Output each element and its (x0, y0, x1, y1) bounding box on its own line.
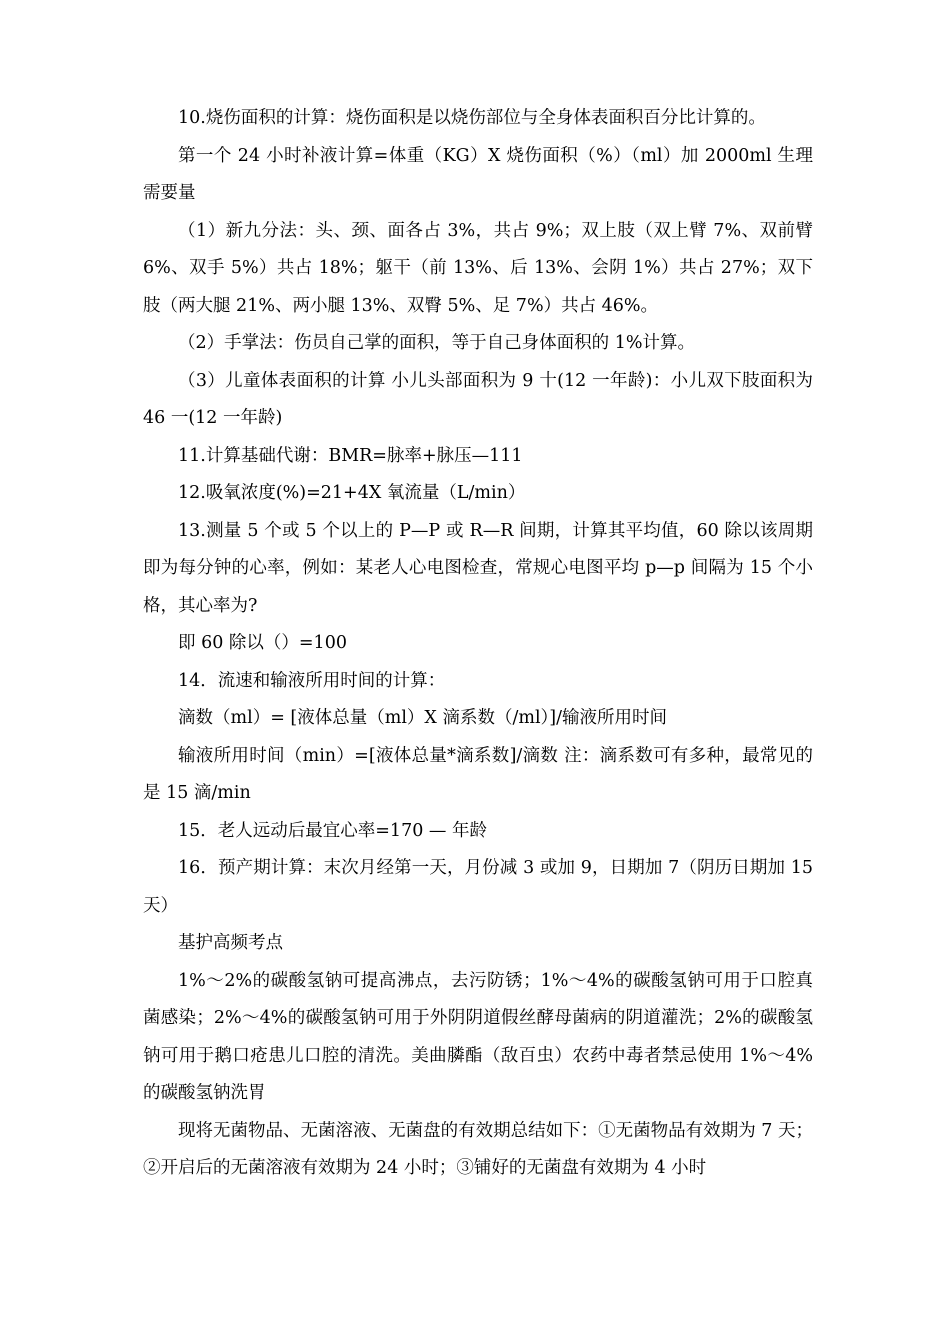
paragraph-infusion-time: 输液所用时间（min）=[液体总量*滴系数]/滴数 注：滴系数可有多种，最常见的是 15 滴/min (143, 745, 813, 803)
paragraph-heart-rate-example: 即 60 除以（）=100 (178, 633, 347, 653)
paragraph-infusion-heading: 14．流速和输液所用时间的计算： (178, 670, 446, 691)
paragraph-heart-rate: 13.测量 5 个或 5 个以上的 P—P 或 R—R 间期，计算其平均值，60 除以该周期即为每分钟的心率，例如：某老人心电图检查，常规心电图平均 p—p 间隔为 15 个小格，其心率为? (143, 520, 813, 616)
paragraph-drip-rate: 滴数（ml）= [液体总量（ml）X 滴系数（/ml）]/输液所用时间 (178, 708, 668, 728)
paragraph-oxygen-concentration: 12.吸氧浓度(%)=21+4X 氧流量（L/min） (178, 483, 526, 503)
paragraph-sterile-validity: 现将无菌物品、无菌溶液、无菌盘的有效期总结如下：①无菌物品有效期为 7 天；②开启后的无菌溶液有效期为 24 小时；③铺好的无菌盘有效期为 4 小时 (143, 1120, 813, 1178)
document-body (143, 100, 813, 1188)
paragraph-child-body-area: （3）儿童体表面积的计算 小儿头部面积为 9 十(12 一年龄)：小儿双下肢面积为 46 一(12 一年龄) (143, 370, 813, 428)
paragraph-rule-of-nines: （1）新九分法：头、颈、面各占 3%，共占 9%；双上肢（双上臂 7%、双前臂 6%、双手 5%）共占 18%；躯干（前 13%、后 13%、会阴 1%）共占 27%；双下肢（两大腿 21%、两小腿 13%、双臀 5%、足 7%）共占 46%。 (143, 220, 813, 316)
paragraph-elderly-heart-rate: 15．老人远动后最宜心率=170 — 年龄 (178, 820, 487, 841)
paragraph-burn-area: 10.烧伤面积的计算：烧伤面积是以烧伤部位与全身体表面积百分比计算的。 (178, 108, 766, 128)
paragraph-fluid-replacement: 第一个 24 小时补液计算=体重（KG）X 烧伤面积（%）（ml）加 2000ml 生理需要量 (143, 145, 813, 203)
section-heading-nursing-points: 基护高频考点 (178, 933, 283, 953)
paragraph-basal-metabolism: 11.计算基础代谢：BMR=脉率+脉压—111 (178, 445, 523, 466)
paragraph-palm-method: （2）手掌法：伤员自己掌的面积，等于自己身体面积的 1%计算。 (178, 333, 695, 353)
paragraph-sodium-bicarbonate: 1%～2%的碳酸氢钠可提高沸点，去污防锈；1%～4%的碳酸氢钠可用于口腔真菌感染；2%～4%的碳酸氢钠可用于外阴阴道假丝酵母菌病的阴道灌洗；2%的碳酸氢钠可用于鹅口疮患儿口腔的清洗。美曲膦酯（敌百虫）农药中毒者禁忌使用 1%～4%的碳酸氢钠洗胃 (143, 970, 813, 1103)
paragraph-due-date: 16．预产期计算：末次月经第一天，月份减 3 或加 9，日期加 7（阴历日期加 15 天） (143, 858, 813, 916)
